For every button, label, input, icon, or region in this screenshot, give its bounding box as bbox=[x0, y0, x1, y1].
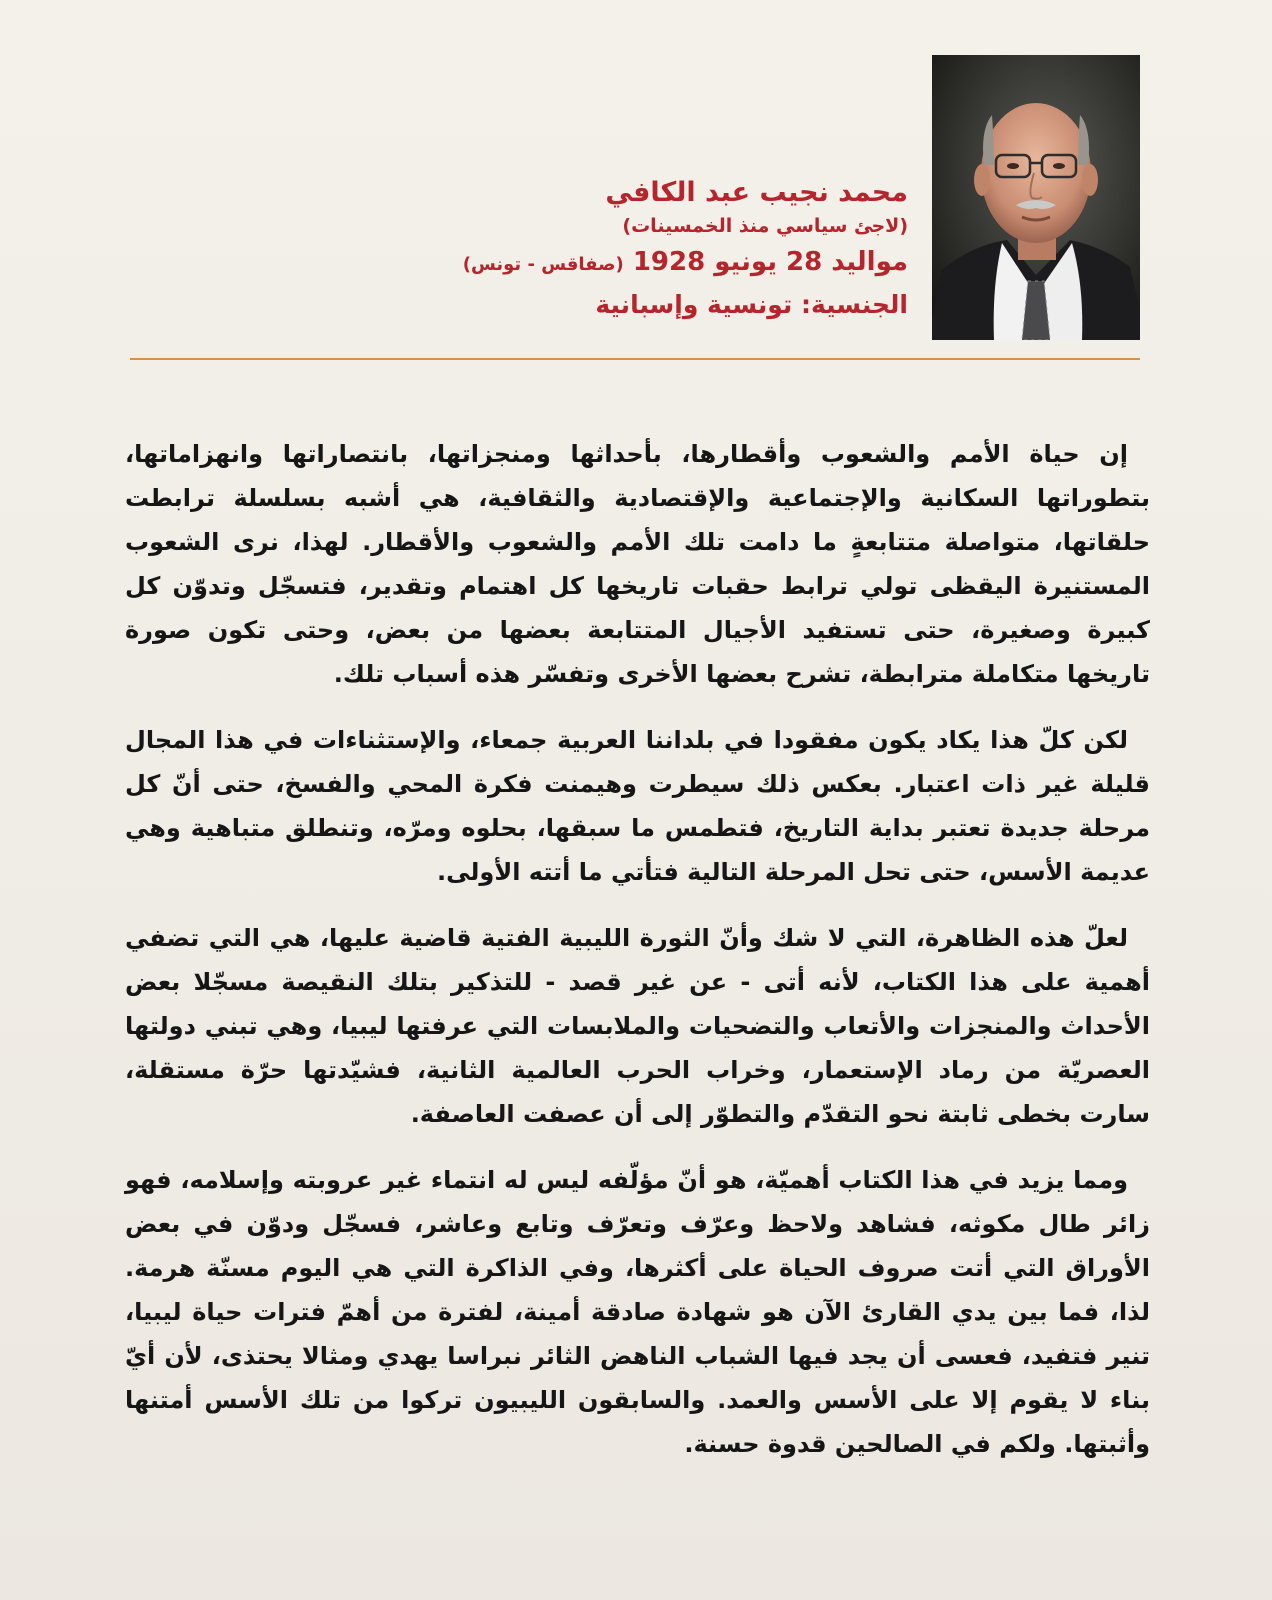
birth-date: مواليد 28 يونيو 1928 bbox=[632, 247, 908, 277]
author-nationality: الجنسية: تونسية وإسبانية bbox=[595, 290, 908, 319]
paragraph-4: ومما يزيد في هذا الكتاب أهميّة، هو أنّ مؤلّفه ليس له انتماء غير عروبته وإسلامه، فهو زائر طال مكوثه، فشاهد ولاحظ وعرّف وتعرّف وتابع وعاشر، فسجّل ودوّن في بعض الأوراق التي أتت صروف الحياة على أكثرها، وفي الذاكرة التي هي اليوم مسنّة هرمة. لذا، فما بين يدي القارئ الآن هو شهادة صادقة أمينة، لفترة من أهمّ فترات حياة ليبيا، تنير فتفيد، فعسى أن يجد فيها الشباب الناهض الثائر نبراسا يهدي ومثالا يحتذى، لأن أيّ بناء لا يقوم إلا على الأسس والعمد. والسابقون الليبيون تركوا من تلك الأسس أمتنها وأثبتها. ولكم في الصالحين قدوة حسنة. bbox=[125, 1166, 1150, 1458]
author-birth bbox=[268, 241, 908, 286]
author-note: (لاجئ سياسي منذ الخمسينات) bbox=[622, 215, 908, 237]
birth-place: (صفاقس - تونس) bbox=[462, 254, 624, 275]
paragraph-1: إن حياة الأمم والشعوب وأقطارها، بأحداثها ومنجزاتها، بانتصاراتها وانهزاماتها، بتطوراتها السكانية والإجتماعية والإقتصادية والثقافية، هي أشبه بسلسلة ترابطت حلقاتها، متواصلة متتابعةٍ ما دامت تلك الأمم والشعوب والأقطار. لهذا، نرى الشعوب المستنيرة اليقظى تولي ترابط حقبات تاريخها كل اهتمام وتقدير، فتسجّل وتدوّن كل كبيرة وصغيرة، حتى تستفيد الأجيال المتتابعة بعضها من بعض، وحتى تكون صورة تاريخها متكاملة مترابطة، تشرح بعضها الأخرى وتفسّر هذه أسباب تلك. bbox=[125, 440, 1150, 688]
author-header bbox=[130, 55, 1140, 345]
portrait-image bbox=[932, 55, 1140, 340]
author-bio bbox=[268, 175, 908, 324]
author-name: محمد نجيب عبد الكافي bbox=[605, 177, 908, 208]
header-divider bbox=[130, 358, 1140, 360]
cover-text bbox=[125, 432, 1150, 1488]
paragraph-2: لكن كلّ هذا يكاد يكون مفقودا في بلداننا العربية جمعاء، والإستثناءات في هذا المجال قليلة غير ذات اعتبار. بعكس ذلك سيطرت وهيمنت فكرة المحي والفسخ، حتى أنّ كل مرحلة جديدة تعتبر بداية التاريخ، فتطمس ما سبقها، بحلوه ومرّه، وتنطلق متباهية وهي عديمة الأسس، حتى تحل المرحلة التالية فتأتي ما أتته الأولى. bbox=[125, 726, 1150, 886]
author-portrait-photo bbox=[932, 55, 1140, 340]
paragraph-3: لعلّ هذه الظاهرة، التي لا شك وأنّ الثورة الليبية الفتية قاضية عليها، هي التي تضفي أهمية على هذا الكتاب، لأنه أتى - عن غير قصد - للتذكير بتلك النقيصة مسجّلا بعض الأحداث والمنجزات والأتعاب والتضحيات والملابسات التي عرفتها ليبيا، وهي تبني دولتها العصريّة من رماد الإستعمار، وخراب الحرب العالمية الثانية، فشيّدتها حرّة مستقلة، سارت بخطى ثابتة نحو التقدّم والتطوّر إلى أن عصفت العاصفة. bbox=[125, 924, 1150, 1128]
